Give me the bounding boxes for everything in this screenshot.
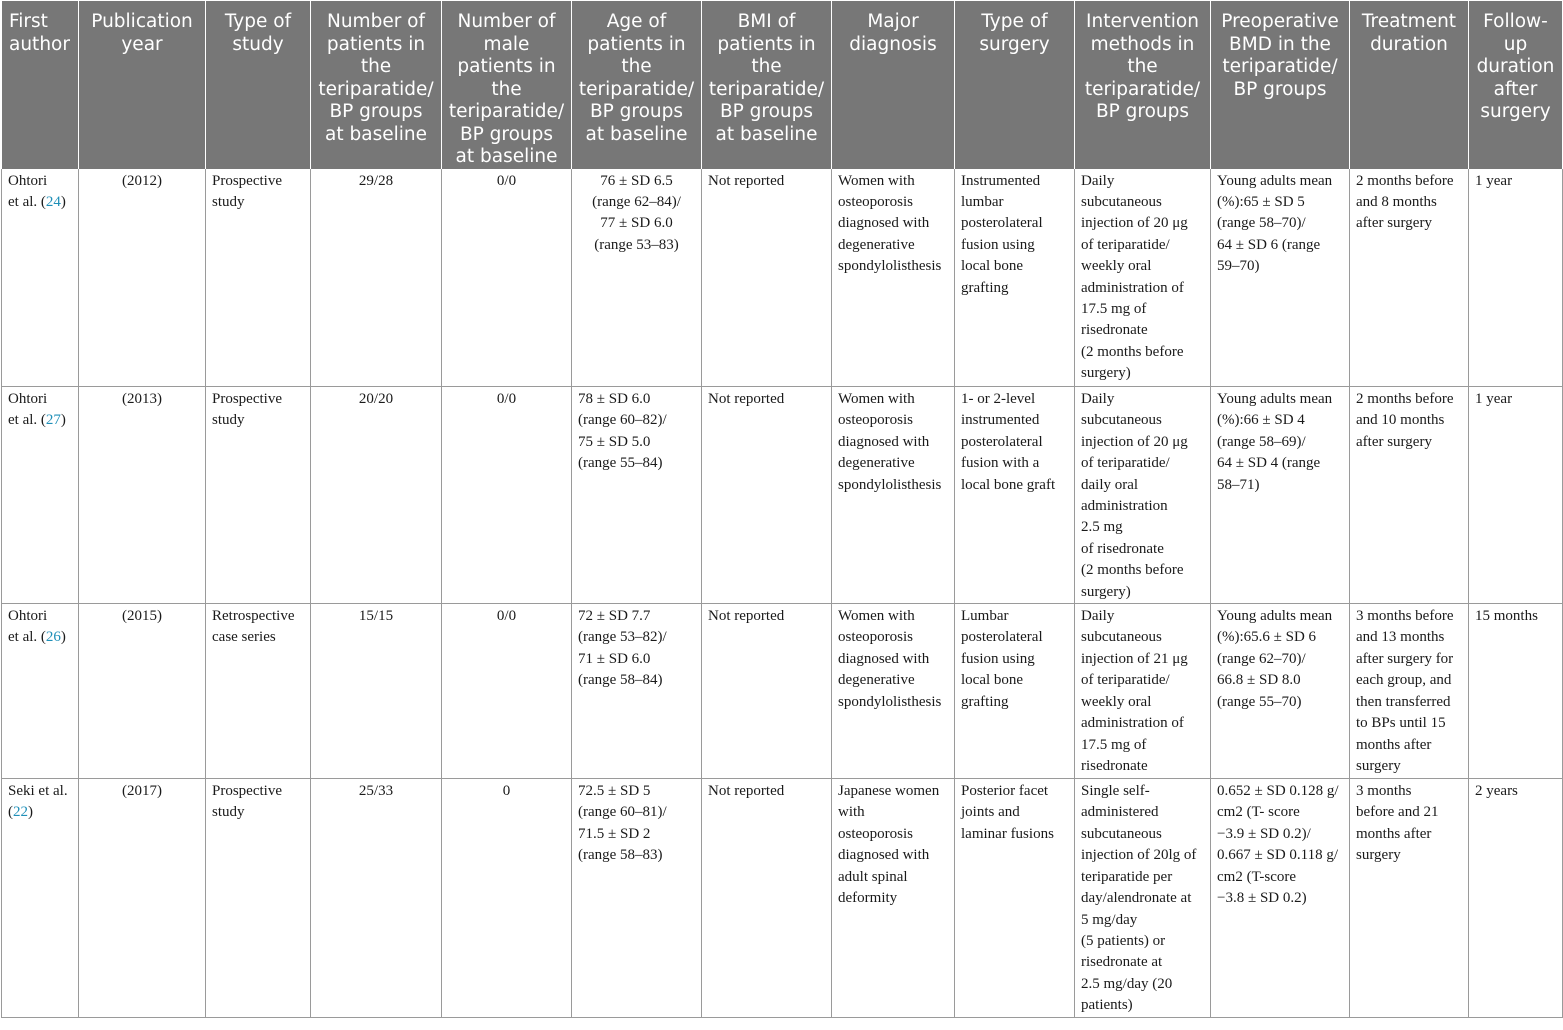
cell-intervention-methods: Daily subcutaneous injection of 21 μg of teriparatide/ weekly oral administration of 17.5 mg of risedronate [1075, 604, 1211, 779]
cell-type-of-surgery: Instrumented lumbar posterolateral fusion using local bone grafting [955, 169, 1075, 387]
cell-type-of-surgery: Posterior facet joints and laminar fusions [955, 779, 1075, 1017]
cell-age-of-patients: 76 ± SD 6.5 (range 62–84)/ 77 ± SD 6.0 (range 53–83) [572, 169, 702, 387]
cell-bmi-of-patients: Not reported [702, 387, 832, 604]
cell-treatment-duration: 3 months before and 13 months after surgery for each group, and then transferred to BPs until 15 months after surgery [1350, 604, 1469, 779]
cell-type-of-study: Prospective study [206, 779, 311, 1017]
cell-treatment-duration: 2 months before and 10 months after surgery [1350, 387, 1469, 604]
reference-link[interactable]: 22 [13, 804, 28, 821]
table-row [2, 169, 1563, 387]
cell-first-author [2, 387, 79, 604]
cell-publication-year: (2013) [79, 387, 206, 604]
reference-link[interactable]: 27 [45, 412, 61, 429]
reference-link[interactable]: 26 [45, 629, 61, 646]
cell-major-diagnosis: Japanese women with osteoporosis diagnosed with adult spinal deformity [832, 779, 955, 1017]
author-text: Ohtori et al. ( [8, 172, 48, 210]
cell-bmi-of-patients: Not reported [702, 604, 832, 779]
author-text: Ohtori et al. ( [8, 608, 48, 646]
author-text: Seki et al. ( [8, 783, 68, 821]
cell-number-of-patients: 20/20 [311, 387, 442, 604]
cell-major-diagnosis: Women with osteoporosis diagnosed with degenerative spondylolisthesis [832, 604, 955, 779]
author-text-end: ) [28, 804, 33, 821]
header-preoperative-bmd: Preoperative BMD in the teriparatide/ BP groups [1211, 1, 1350, 169]
cell-follow-up-duration: 1 year [1469, 169, 1563, 387]
header-bmi-of-patients: BMI of patients in the teriparatide/ BP groups at baseline [702, 1, 832, 169]
cell-type-of-study: Prospective study [206, 387, 311, 604]
cell-type-of-study: Retrospective case series [206, 604, 311, 779]
cell-type-of-surgery: Lumbar posterolateral fusion using local bone grafting [955, 604, 1075, 779]
author-text: Ohtori et al. ( [8, 391, 48, 429]
cell-follow-up-duration: 15 months [1469, 604, 1563, 779]
cell-age-of-patients: 72.5 ± SD 5 (range 60–81)/ 71.5 ± SD 2 (range 58–83) [572, 779, 702, 1017]
header-type-of-study: Type of study [206, 1, 311, 169]
author-text-end: ) [60, 193, 66, 210]
cell-publication-year: (2015) [79, 604, 206, 779]
header-number-of-male-patients: Number of male patients in the teriparatide/ BP groups at baseline [442, 1, 572, 169]
cell-type-of-study: Prospective study [206, 169, 311, 387]
cell-preoperative-bmd: Young adults mean (%):66 ± SD 4 (range 58–69)/ 64 ± SD 4 (range 58–71) [1211, 387, 1350, 604]
cell-number-of-male-patients: 0 [442, 779, 572, 1017]
header-intervention-methods: Intervention methods in the teriparatide/ BP groups [1075, 1, 1211, 169]
cell-preoperative-bmd: Young adults mean (%):65 ± SD 5 (range 58–70)/ 64 ± SD 6 (range 59–70) [1211, 169, 1350, 387]
cell-publication-year: (2017) [79, 779, 206, 1017]
header-age-of-patients: Age of patients in the teriparatide/ BP groups at baseline [572, 1, 702, 169]
cell-number-of-patients: 15/15 [311, 604, 442, 779]
reference-link[interactable]: 24 [45, 193, 61, 210]
cell-major-diagnosis: Women with osteoporosis diagnosed with degenerative spondylolisthesis [832, 387, 955, 604]
author-text-end: ) [60, 629, 66, 646]
cell-bmi-of-patients: Not reported [702, 169, 832, 387]
header-major-diagnosis: Major diagnosis [832, 1, 955, 169]
header-publication-year: Publication year [79, 1, 206, 169]
cell-number-of-patients: 29/28 [311, 169, 442, 387]
cell-treatment-duration: 2 months before and 8 months after surgery [1350, 169, 1469, 387]
cell-number-of-male-patients: 0/0 [442, 604, 572, 779]
header-type-of-surgery: Type of surgery [955, 1, 1075, 169]
cell-major-diagnosis: Women with osteoporosis diagnosed with degenerative spondylolisthesis [832, 169, 955, 387]
table-row [2, 779, 1563, 1017]
cell-first-author [2, 169, 79, 387]
header-number-of-patients: Number of patients in the teriparatide/ BP groups at baseline [311, 1, 442, 169]
cell-first-author [2, 779, 79, 1017]
cell-preoperative-bmd: Young adults mean (%):65.6 ± SD 6 (range 62–70)/ 66.8 ± SD 8.0 (range 55–70) [1211, 604, 1350, 779]
cell-first-author [2, 604, 79, 779]
cell-age-of-patients: 72 ± SD 7.7 (range 53–82)/ 71 ± SD 6.0 (range 58–84) [572, 604, 702, 779]
cell-intervention-methods: Daily subcutaneous injection of 20 μg of teriparatide/ daily oral administration 2.5 mg of risedronate (2 months before surgery) [1075, 387, 1211, 604]
table-row [2, 604, 1563, 779]
cell-follow-up-duration: 2 years [1469, 779, 1563, 1017]
cell-intervention-methods: Daily subcutaneous injection of 20 μg of teriparatide/ weekly oral administration of 17.5 mg of risedronate (2 months before surgery) [1075, 169, 1211, 387]
cell-number-of-male-patients: 0/0 [442, 387, 572, 604]
cell-preoperative-bmd: 0.652 ± SD 0.128 g/ cm2 (T- score −3.9 ± SD 0.2)/ 0.667 ± SD 0.118 g/ cm2 (T-score −3.8 ± SD 0.2) [1211, 779, 1350, 1017]
header-treatment-duration: Treatment duration [1350, 1, 1469, 169]
cell-publication-year: (2012) [79, 169, 206, 387]
cell-follow-up-duration: 1 year [1469, 387, 1563, 604]
cell-intervention-methods: Single self- administered subcutaneous injection of 20lg of teriparatide per day/alendronate at 5 mg/day (5 patients) or risedronate at 2.5 mg/day (20 patients) [1075, 779, 1211, 1017]
header-first-author: First author [2, 1, 79, 169]
cell-bmi-of-patients: Not reported [702, 779, 832, 1017]
study-characteristics-table [1, 1, 1563, 1018]
header-follow-up-duration: Follow- up duration after surgery [1469, 1, 1563, 169]
cell-type-of-surgery: 1- or 2-level instrumented posterolateral fusion with a local bone graft [955, 387, 1075, 604]
table-row [2, 387, 1563, 604]
cell-treatment-duration: 3 months before and 21 months after surgery [1350, 779, 1469, 1017]
author-text-end: ) [60, 412, 66, 429]
cell-number-of-patients: 25/33 [311, 779, 442, 1017]
cell-number-of-male-patients: 0/0 [442, 169, 572, 387]
table-header-row [2, 1, 1563, 169]
cell-age-of-patients: 78 ± SD 6.0 (range 60–82)/ 75 ± SD 5.0 (range 55–84) [572, 387, 702, 604]
